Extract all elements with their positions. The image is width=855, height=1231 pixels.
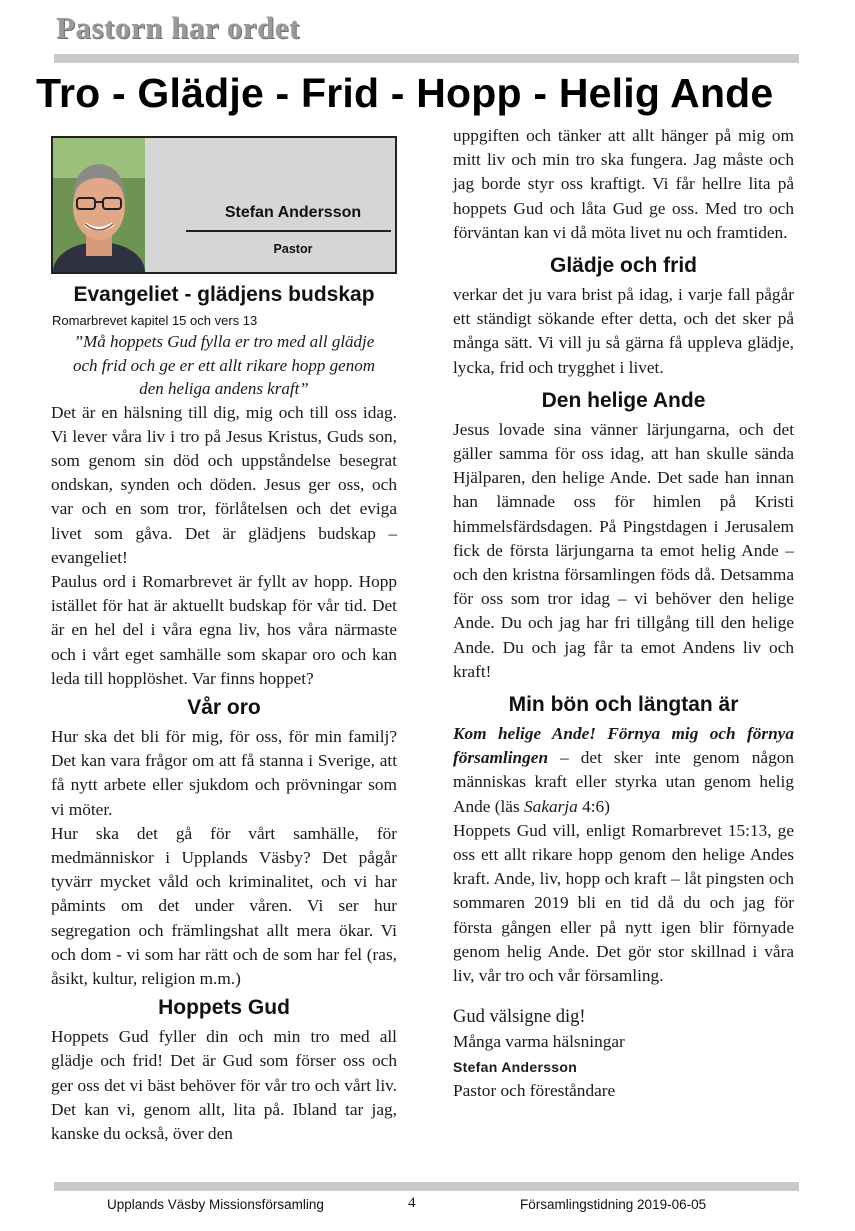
paragraph: Hur ska det gå för vårt samhälle, för medmänniskor i Upplands Väsby? Det pågår tyvärr mycket våld och kriminalitet, och vi har påmints om det under våren. Vi ser hur segregation och främlingshat allt mera ökar. Vi och dom - vi som har rätt och de som har fel (ras, åsikt, kultur, religion m.m.) (51, 823, 397, 988)
page-headline: Tro - Glädje - Frid - Hopp - Helig Ande (36, 70, 774, 116)
left-column (51, 278, 397, 1146)
reference-book: Sakarja (524, 796, 578, 816)
heading-gladje-och-frid: Glädje och frid (549, 254, 698, 278)
closing-greeting: Många varma hälsningar (453, 1032, 625, 1052)
heading-evangeliet: Evangeliet - glädjens budskap (73, 283, 375, 306)
right-column (453, 124, 794, 1103)
paragraph: Det är en hälsning till dig, mig och till oss idag. Vi lever våra liv i tro på Jesus Kristus, Guds son, som genom sin död och uppståndelse besegrat ondskan, synden och döden. Jesus ger oss, och var och en som tror, förlåtelsen och det eviga livet som gåva. Det är glädjens budskap – evangeliet! (51, 402, 397, 567)
heading-var-oro: Vår oro (187, 695, 261, 719)
footer-publication: Församlingstidning 2019-06-05 (520, 1197, 707, 1212)
author-card (51, 136, 397, 274)
scripture-quote: ”Må hoppets Gud fylla er tro med all glädje och frid och ge er ett allt rikare hopp genom den heliga andens kraft” (72, 332, 375, 398)
author-name: Stefan Andersson (224, 204, 362, 221)
scripture-reference: Romarbrevet kapitel 15 och vers 13 (52, 313, 258, 328)
author-divider (186, 230, 391, 232)
section-kicker: Pastorn har ordet (56, 10, 300, 45)
footer-divider (54, 1182, 799, 1191)
paragraph: verkar det ju vara brist på idag, i varje fall pågår ett ständigt sökande efter detta, och det sker på många sätt. Vi vill ju så gärna få uppleva glädje, lycka, frid och trygghet i livet. (453, 285, 794, 377)
closing-title: Pastor och föreståndare (453, 1080, 616, 1100)
page-number: 4 (408, 1195, 416, 1211)
heading-hoppets-gud: Hoppets Gud (158, 996, 290, 1020)
footer-organization: Upplands Väsby Missionsförsamling (107, 1197, 324, 1212)
heading-min-bon: Min bön och längtan är (508, 693, 739, 717)
reference-verse: 4:6) (577, 796, 610, 816)
author-role: Pastor (273, 242, 313, 256)
paragraph: Hoppets Gud fyller din och min tro med all glädje och frid! Det är Gud som förser oss och ger oss det vi bäst behöver för vår tro och vårt liv. Det kan vi, genom allt, lita på. Ibland tar jag, kanske du också, över den (51, 1027, 397, 1143)
kicker-divider (54, 54, 799, 63)
paragraph: Jesus lovade sina vänner lärjungarna, och det gäller samma för oss idag, att han skulle sända Hjälparen, den helige Ande. Det sade han innan han lämnade oss för himlen på Kristi himmelsfärdsdagen. På Pingstdagen i Jerusalem fick de första lärjungarna ta emot helig Ande – och den kristna församlingen föds då. Detsamma för oss som tror idag – vi behöver den helige Ande. Du och jag har fri tillgång till den helige Ande. Du och jag får ta emot Andens liv och kraft! (453, 419, 794, 681)
prayer-lead-rest: – det sker inte genom någon människas kraft eller styrka utan genom helig Ande (läs (453, 748, 794, 816)
prayer-lead: Kom helige Ande! Förnya mig och förnya församlingen (453, 724, 794, 768)
paragraph: Paulus ord i Romarbrevet är fyllt av hopp. Hopp istället för hat är aktuellt budskap för vår tid. Det är en hel del i våra egna liv, hos våra närmaste och i vårt eget samhälle som skapar oro och kan leda till hopplöshet. Var finns hoppet? (51, 571, 397, 688)
paragraph: uppgiften och tänker att allt hänger på mig om mitt liv och min tro ska fungera. Jag måste och jag borde styr oss kraftigt. Vi får hellre lita på hoppets Gud och låta Gud ge oss. Med tro och förväntan kan vi då möta livet nu och framtiden. (453, 126, 794, 242)
paragraph: Hur ska det bli för mig, för oss, för min familj? Det kan vara frågor om att få stanna i Sverige, att få nytt arbete eller sjukdom och prövningar som vi möter. (51, 726, 397, 819)
closing-name: Stefan Andersson (453, 1058, 578, 1075)
closing-blessing: Gud välsigne dig! (453, 1007, 586, 1028)
paragraph: Hoppets Gud vill, enligt Romarbrevet 15:13, ge oss ett allt rikare hopp genom den helige Andes kraft. Ande, liv, hopp och kraft – låt pingsten och sommaren 2019 bli en tid då du och jag för första gången eller på nytt igen blir förnyade genom helig Ande. Det gör stor skillnad i våra liv, vår tro och vår församling. (453, 820, 794, 986)
portrait-photo (53, 138, 145, 272)
heading-den-helige-ande: Den helige Ande (541, 388, 706, 412)
paragraph (453, 722, 794, 819)
